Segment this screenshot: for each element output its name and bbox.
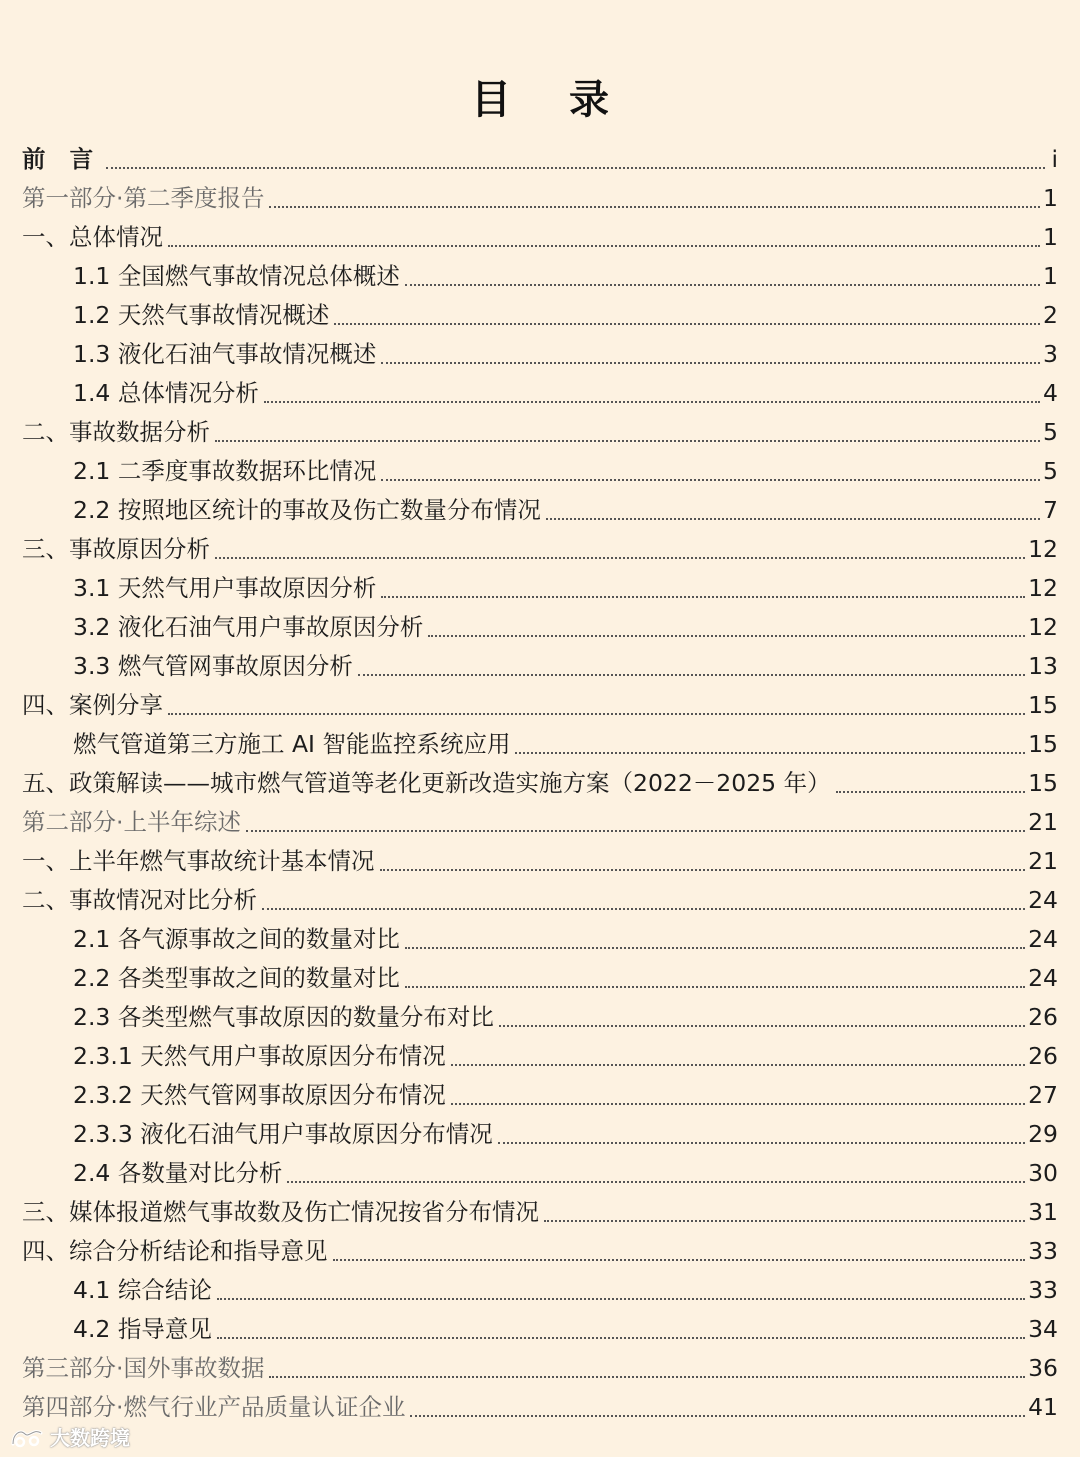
toc-dot-leader bbox=[334, 323, 1040, 325]
toc-dot-leader bbox=[499, 1025, 1025, 1027]
toc-entry[interactable] bbox=[22, 1076, 1058, 1115]
toc-entry-title: 2.3.2 天然气管网事故原因分布情况 bbox=[73, 1081, 446, 1109]
toc-entry[interactable] bbox=[22, 842, 1058, 881]
toc-entry-title: 2.2 各类型事故之间的数量对比 bbox=[73, 964, 400, 992]
toc-entry-page-number: 24 bbox=[1028, 925, 1058, 953]
toc-entry-page-number: 21 bbox=[1028, 847, 1058, 875]
toc-entry-page-number: 15 bbox=[1028, 769, 1058, 797]
toc-entry-page-number: 30 bbox=[1028, 1159, 1058, 1187]
toc-entry-title: 2.3.1 天然气用户事故原因分布情况 bbox=[73, 1042, 446, 1070]
toc-entry-title: 三、媒体报道燃气事故数及伤亡情况按省分布情况 bbox=[22, 1198, 539, 1226]
toc-entry-page-number: 31 bbox=[1028, 1198, 1058, 1226]
toc-entry-page-number: 33 bbox=[1028, 1237, 1058, 1265]
toc-entry-title: 2.3.3 液化石油气用户事故原因分布情况 bbox=[73, 1120, 493, 1148]
toc-dot-leader bbox=[381, 596, 1025, 598]
toc-dot-leader bbox=[546, 518, 1040, 520]
toc-dot-leader bbox=[405, 947, 1025, 949]
toc-dot-leader bbox=[381, 362, 1040, 364]
toc-dot-leader bbox=[333, 1259, 1026, 1261]
toc-entry[interactable] bbox=[22, 647, 1058, 686]
toc-dot-leader bbox=[106, 167, 1045, 169]
toc-entry-title: 2.1 二季度事故数据环比情况 bbox=[73, 457, 377, 485]
toc-dot-leader bbox=[168, 713, 1025, 715]
toc-entry-title: 四、综合分析结论和指导意见 bbox=[22, 1237, 328, 1265]
toc-dot-leader bbox=[217, 1298, 1025, 1300]
toc-entry[interactable] bbox=[22, 374, 1058, 413]
toc-entry-title: 二、事故情况对比分析 bbox=[22, 886, 257, 914]
toc-entry-title: 第三部分·国外事故数据 bbox=[22, 1354, 265, 1382]
toc-entry-page-number: 36 bbox=[1028, 1354, 1058, 1382]
toc-dot-leader bbox=[246, 830, 1025, 832]
toc-entry-page-number: 5 bbox=[1043, 418, 1058, 446]
toc-entry[interactable] bbox=[22, 491, 1058, 530]
toc-entry-page-number: 41 bbox=[1028, 1393, 1058, 1421]
toc-dot-leader bbox=[451, 1103, 1025, 1105]
toc-entry[interactable] bbox=[22, 296, 1058, 335]
toc-entry-page-number: 15 bbox=[1028, 691, 1058, 719]
toc-entry-title: 1.1 全国燃气事故情况总体概述 bbox=[73, 262, 400, 290]
toc-entry-page-number: 34 bbox=[1028, 1315, 1058, 1343]
toc-entry[interactable] bbox=[22, 920, 1058, 959]
toc-entry[interactable] bbox=[22, 413, 1058, 452]
toc-entry[interactable] bbox=[22, 764, 1058, 803]
toc-entry[interactable] bbox=[22, 1349, 1058, 1388]
toc-entry-title: 一、上半年燃气事故统计基本情况 bbox=[22, 847, 375, 875]
toc-entry[interactable] bbox=[22, 530, 1058, 569]
toc-dot-leader bbox=[381, 479, 1040, 481]
toc-dot-leader bbox=[498, 1142, 1025, 1144]
toc-entry-page-number: 5 bbox=[1043, 457, 1058, 485]
toc-entry[interactable] bbox=[22, 1193, 1058, 1232]
toc-dot-leader bbox=[264, 401, 1040, 403]
toc-entry-page-number: 12 bbox=[1028, 613, 1058, 641]
toc-entry-title: 3.1 天然气用户事故原因分析 bbox=[73, 574, 377, 602]
toc-entry[interactable] bbox=[22, 1271, 1058, 1310]
toc-dot-leader bbox=[269, 1376, 1025, 1378]
toc-entry[interactable] bbox=[22, 218, 1058, 257]
toc-entry-page-number: 26 bbox=[1028, 1003, 1058, 1031]
toc-entry-page-number: 15 bbox=[1028, 730, 1058, 758]
toc-dot-leader bbox=[215, 440, 1040, 442]
toc-entry-page-number: 1 bbox=[1043, 184, 1058, 212]
toc-entry-page-number: 7 bbox=[1043, 496, 1058, 524]
toc-entry-page-number: 21 bbox=[1028, 808, 1058, 836]
toc-entry-title: 前 言 bbox=[22, 145, 102, 173]
toc-entry-page-number: 24 bbox=[1028, 964, 1058, 992]
toc-entry[interactable] bbox=[22, 179, 1058, 218]
toc-entry-page-number: 27 bbox=[1028, 1081, 1058, 1109]
toc-entry-title: 三、事故原因分析 bbox=[22, 535, 210, 563]
toc-entry[interactable] bbox=[22, 881, 1058, 920]
toc-dot-leader bbox=[836, 791, 1026, 793]
toc-entry-page-number: i bbox=[1051, 145, 1058, 173]
toc-dot-leader bbox=[405, 284, 1040, 286]
toc-dot-leader bbox=[358, 674, 1025, 676]
toc-entry-title: 2.4 各数量对比分析 bbox=[73, 1159, 283, 1187]
toc-entry-title: 4.2 指导意见 bbox=[73, 1315, 212, 1343]
toc-dot-leader bbox=[380, 869, 1026, 871]
toc-entry-title: 3.3 燃气管网事故原因分析 bbox=[73, 652, 353, 680]
toc-entry[interactable] bbox=[22, 1154, 1058, 1193]
toc-entry-title: 3.2 液化石油气用户事故原因分析 bbox=[73, 613, 424, 641]
toc-dot-leader bbox=[215, 557, 1025, 559]
watermark bbox=[10, 1422, 130, 1451]
toc-dot-leader bbox=[515, 752, 1025, 754]
page-title: 目 录 bbox=[471, 77, 631, 123]
toc-entry-page-number: 1 bbox=[1043, 262, 1058, 290]
toc-entry-title: 第二部分·上半年综述 bbox=[22, 808, 241, 836]
toc-dot-leader bbox=[451, 1064, 1025, 1066]
toc-entry[interactable] bbox=[22, 452, 1058, 491]
dashuju-logo-icon bbox=[10, 1424, 44, 1450]
toc-entry-title: 燃气管道第三方施工 AI 智能监控系统应用 bbox=[73, 730, 511, 758]
watermark-text: 大数跨境 bbox=[50, 1426, 130, 1450]
toc-entry-title: 五、政策解读——城市燃气管道等老化更新改造实施方案（2022－2025 年） bbox=[22, 769, 831, 797]
toc-entry-page-number: 33 bbox=[1028, 1276, 1058, 1304]
toc-entry-title: 四、案例分享 bbox=[22, 691, 163, 719]
toc-entry-page-number: 1 bbox=[1043, 223, 1058, 251]
toc-entry[interactable] bbox=[22, 998, 1058, 1037]
toc-entry[interactable] bbox=[22, 1037, 1058, 1076]
toc-entry[interactable] bbox=[22, 1388, 1058, 1427]
toc-entry[interactable] bbox=[22, 959, 1058, 998]
toc-dot-leader bbox=[168, 245, 1040, 247]
toc-entry-title: 二、事故数据分析 bbox=[22, 418, 210, 446]
toc-entry[interactable] bbox=[22, 140, 1058, 179]
toc-entry-page-number: 26 bbox=[1028, 1042, 1058, 1070]
toc-entry[interactable] bbox=[22, 569, 1058, 608]
toc-dot-leader bbox=[428, 635, 1025, 637]
toc-entry-title: 第一部分·第二季度报告 bbox=[22, 184, 265, 212]
toc-entry-title: 4.1 综合结论 bbox=[73, 1276, 212, 1304]
toc-entry-title: 1.2 天然气事故情况概述 bbox=[73, 301, 330, 329]
toc-entry-page-number: 29 bbox=[1028, 1120, 1058, 1148]
toc-entry-page-number: 12 bbox=[1028, 574, 1058, 602]
table-of-contents bbox=[22, 140, 1058, 1427]
toc-entry-title: 一、总体情况 bbox=[22, 223, 163, 251]
toc-entry-page-number: 13 bbox=[1028, 652, 1058, 680]
toc-dot-leader bbox=[262, 908, 1025, 910]
toc-entry-title: 2.2 按照地区统计的事故及伤亡数量分布情况 bbox=[73, 496, 541, 524]
toc-entry-page-number: 12 bbox=[1028, 535, 1058, 563]
toc-entry-title: 2.3 各类型燃气事故原因的数量分布对比 bbox=[73, 1003, 494, 1031]
toc-entry-page-number: 3 bbox=[1043, 340, 1058, 368]
toc-entry[interactable] bbox=[22, 608, 1058, 647]
toc-entry[interactable] bbox=[22, 725, 1058, 764]
toc-entry-page-number: 24 bbox=[1028, 886, 1058, 914]
toc-dot-leader bbox=[405, 986, 1025, 988]
toc-entry-title: 2.1 各气源事故之间的数量对比 bbox=[73, 925, 400, 953]
toc-dot-leader bbox=[269, 206, 1040, 208]
toc-dot-leader bbox=[544, 1220, 1025, 1222]
toc-entry[interactable] bbox=[22, 1232, 1058, 1271]
toc-entry[interactable] bbox=[22, 686, 1058, 725]
toc-entry[interactable] bbox=[22, 1115, 1058, 1154]
toc-entry-page-number: 4 bbox=[1043, 379, 1058, 407]
toc-dot-leader bbox=[410, 1415, 1025, 1417]
toc-dot-leader bbox=[217, 1337, 1025, 1339]
toc-entry[interactable] bbox=[22, 1310, 1058, 1349]
toc-entry-title: 1.4 总体情况分析 bbox=[73, 379, 259, 407]
toc-entry-page-number: 2 bbox=[1043, 301, 1058, 329]
toc-entry[interactable] bbox=[22, 803, 1058, 842]
toc-entry[interactable] bbox=[22, 257, 1058, 296]
toc-entry-title: 第四部分·燃气行业产品质量认证企业 bbox=[22, 1393, 406, 1421]
toc-entry[interactable] bbox=[22, 335, 1058, 374]
toc-dot-leader bbox=[287, 1181, 1025, 1183]
toc-entry-title: 1.3 液化石油气事故情况概述 bbox=[73, 340, 377, 368]
